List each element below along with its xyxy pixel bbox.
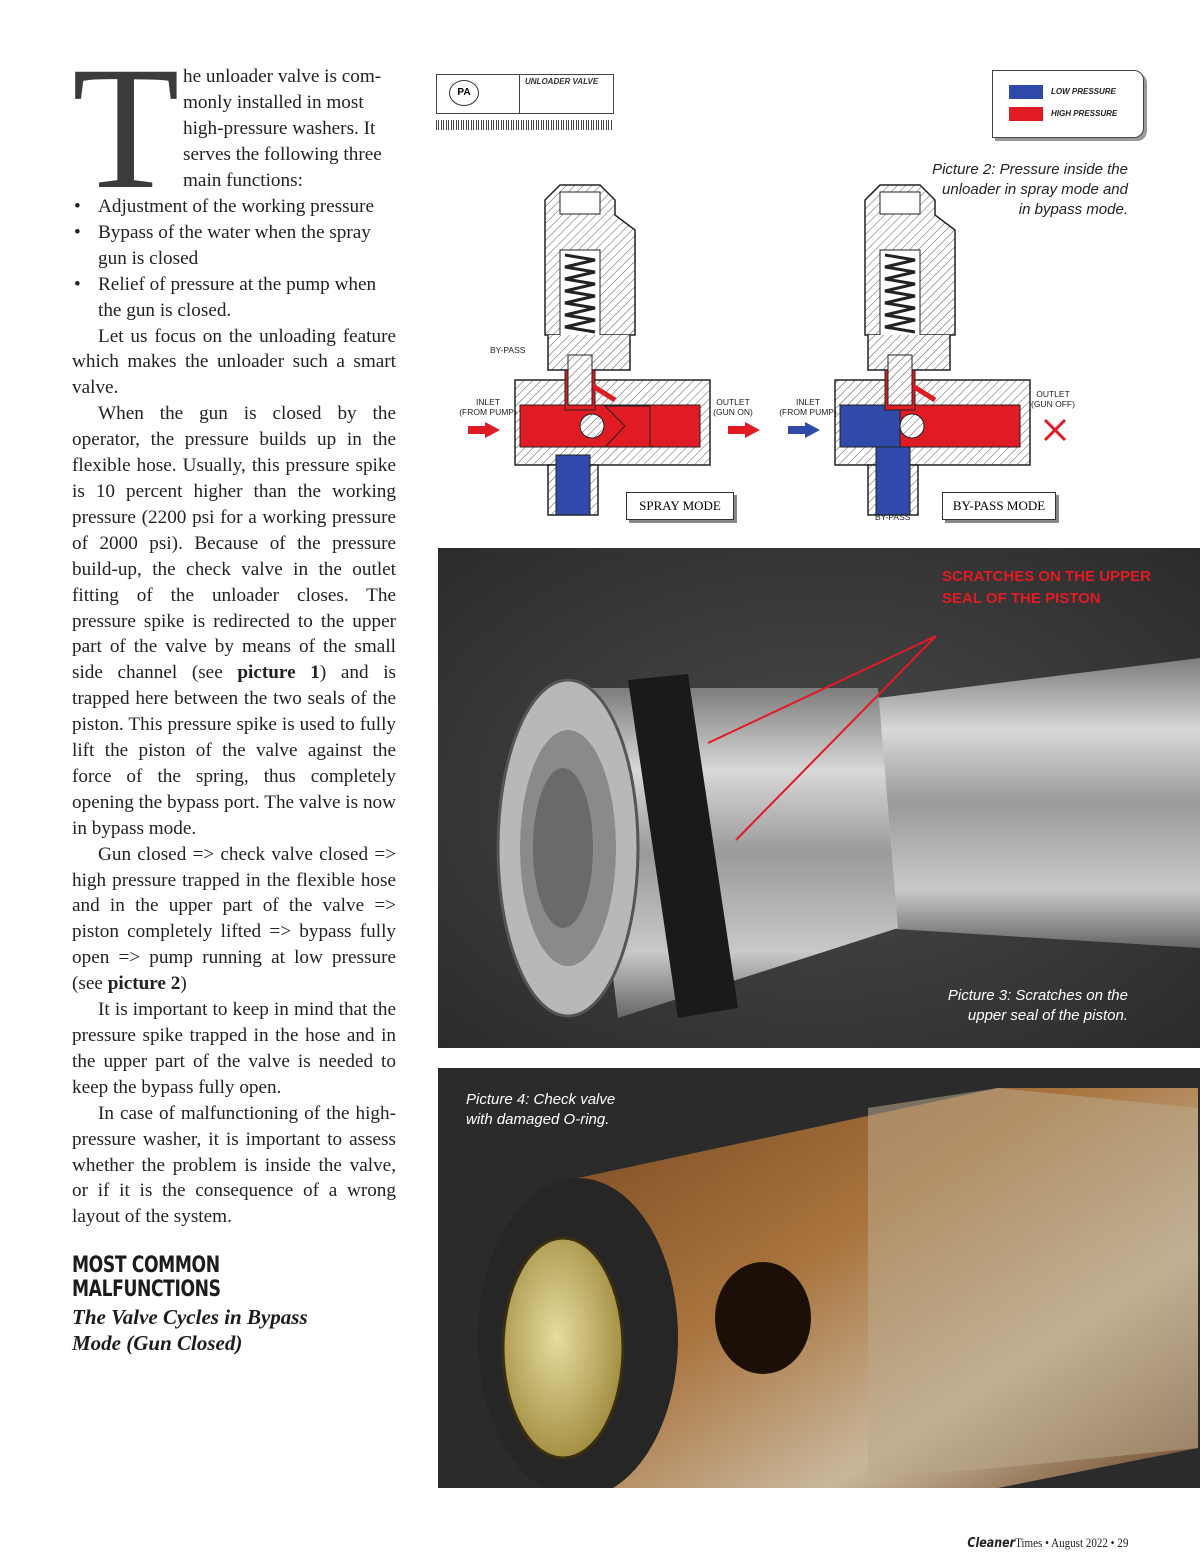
pa-logo: PA (449, 80, 479, 106)
valve-cross-sections (420, 60, 1200, 540)
annotation-line: SCRATCHES ON THE UPPER (942, 568, 1151, 585)
picture-reference: picture 1 (237, 662, 320, 684)
intro-line: main functions: (183, 169, 303, 191)
intro-line: he unloader valve is com- (183, 66, 382, 87)
list-item: • Adjustment of the working pressure (72, 194, 396, 220)
bypass-mode-valve (788, 185, 1065, 515)
outlet-label (1028, 389, 1078, 409)
drop-cap: T (72, 31, 180, 226)
inlet-label-line: INLET (475, 397, 501, 407)
subheading-line: The Valve Cycles in Bypass (72, 1305, 308, 1330)
caption-line: upper seal of the piston. (967, 1007, 1128, 1024)
paragraph-text: ) (180, 973, 187, 995)
list-item: • Relief of pressure at the pump when the gun is closed. (72, 272, 396, 324)
paragraph (72, 842, 396, 997)
picture-4-photo (438, 1068, 1200, 1488)
unloader-diagram (420, 60, 1200, 540)
caption-line: with damaged O-ring. (466, 1111, 610, 1128)
legend-label-high: HIGH PRESSURE (1051, 109, 1118, 118)
list-item: • Bypass of the water when the spray gun is closed (72, 220, 396, 272)
outlet-label-line: (GUN ON) (713, 407, 753, 417)
inlet-label-line: (FROM PUMP) (779, 407, 837, 417)
title-block-text: UNLOADER VALVE (525, 77, 599, 86)
piston-illustration (438, 548, 1200, 1048)
paragraph-text: ) and is trapped here between the two seals of the piston. This pressure spike is used to fully lift the piston of the valve against the force of the spring, thus completely opening the bypass port. The valve is now in bypass mode. (72, 662, 396, 839)
heading-line: MOST COMMON (72, 1253, 220, 1279)
picture-reference: picture 2 (107, 973, 181, 995)
functions-list (72, 194, 396, 324)
picture-4-caption (466, 1090, 615, 1130)
scratches-annotation (942, 566, 1151, 610)
footer-separator: • (1041, 1535, 1051, 1550)
caption-line: Picture 3: Scratches on the (947, 987, 1128, 1004)
issue-date: August 2022 (1050, 1535, 1108, 1550)
magazine-brand: Cleaner (967, 1536, 1015, 1551)
picture-3-caption (948, 986, 1128, 1026)
inlet-label (778, 397, 838, 417)
inlet-label-line: INLET (795, 397, 821, 407)
paragraph: Let us focus on the unloading feature which makes the unloader such a smart valve. (72, 325, 396, 399)
check-valve-illustration (438, 1068, 1200, 1488)
article-column (72, 31, 396, 1356)
section-heading (72, 1254, 400, 1302)
annotation-line: SEAL OF THE PISTON (942, 590, 1101, 607)
page-footer (967, 1535, 1128, 1551)
section-subheading (72, 1304, 396, 1356)
caption-line: Picture 4: Check valve (466, 1091, 616, 1108)
legend-label-low: LOW PRESSURE (1051, 87, 1116, 96)
page-number: 29 (1116, 1535, 1128, 1550)
intro-text (183, 64, 396, 194)
paragraph (72, 401, 396, 841)
intro-line: high-pressure washers. It (183, 117, 376, 139)
intro-line: monly installed in most (183, 91, 364, 113)
magazine-brand-rest: Times (1014, 1535, 1042, 1550)
outlet-label (708, 397, 758, 417)
paragraph: In case of malfunctioning of the high-pressure washer, it is important to assess whether the problem is inside the valve, or if it is the consequence of a wrong layout of the system. (72, 1102, 396, 1228)
inlet-label-line: (FROM PUMP) (459, 407, 517, 417)
bypass-label: BY-PASS (875, 512, 911, 522)
outlet-label-line: OUTLET (1036, 389, 1070, 399)
bypass-label: BY-PASS (490, 345, 526, 355)
subheading-line: Mode (Gun Closed) (72, 1331, 243, 1356)
intro-line: serves the following three (183, 143, 382, 165)
outlet-label-line: (GUN OFF) (1031, 399, 1075, 409)
picture-3-photo (438, 548, 1200, 1048)
picture-2-caption: Picture 2: Pressure inside the unloader in spray mode and in bypass mode. (932, 161, 1128, 218)
paragraph-text: When the gun is closed by the operator, the pressure builds up in the flexible hose. Usually, this pressure spike is 10 percent higher than the working pressure (2200 psi for a working pressure of 2000 psi). Because of the pressure build-up, the check valve in the outlet fitting of the unloader closes. The pressure spike is redirected to the upper part of the valve by means of the small side channel (see (72, 403, 396, 684)
heading-line: MALFUNCTIONS (72, 1277, 221, 1303)
inlet-label (458, 397, 518, 417)
footer-separator: • (1107, 1535, 1117, 1550)
paragraph-text: Gun closed => check valve closed => high pressure trapped in the flexible hose and in the upper part of the valve => piston completely lifted => bypass fully open => pump running at low pressure (see (72, 843, 396, 995)
spray-mode-label: SPRAY MODE (626, 492, 734, 520)
paragraph: It is important to keep in mind that the pressure spike trapped in the hose and in the upper part of the valve is needed to keep the bypass fully open. (72, 999, 396, 1098)
outlet-label-line: OUTLET (716, 397, 750, 407)
bypass-mode-label: BY-PASS MODE (942, 492, 1056, 520)
